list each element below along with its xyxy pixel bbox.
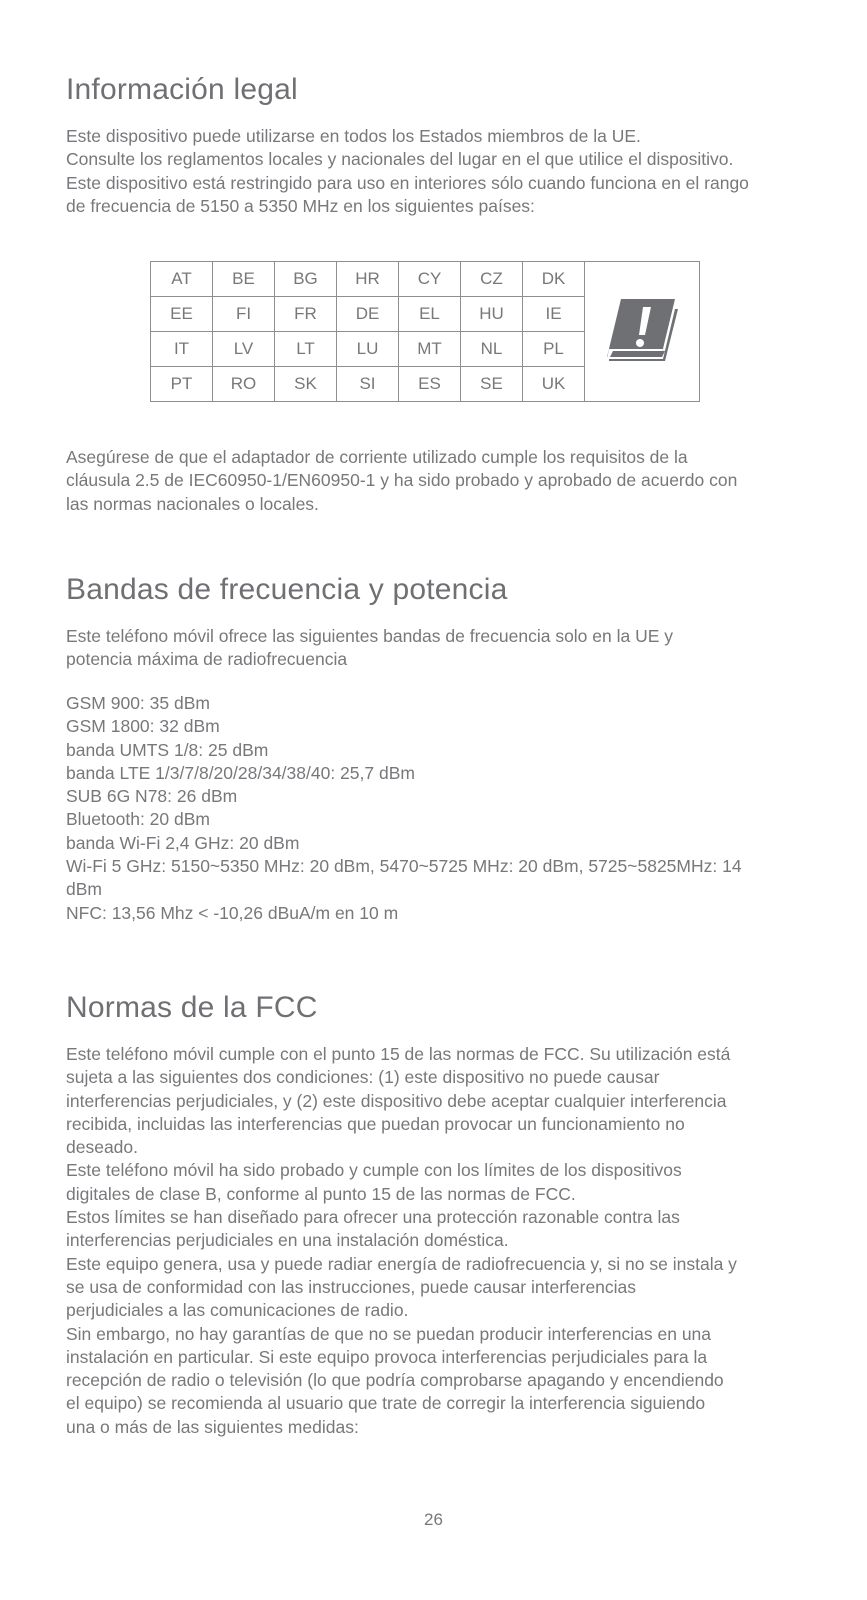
country-cell: UK bbox=[523, 367, 585, 402]
list-item: banda UMTS 1/8: 25 dBm bbox=[66, 739, 269, 760]
country-cell: HR bbox=[337, 262, 399, 297]
country-cell: AT bbox=[151, 262, 213, 297]
text-line: Este teléfono móvil ha sido probado y cumple con los límites de los dispositivos bbox=[66, 1160, 682, 1181]
warning-cell bbox=[585, 262, 700, 402]
text-line: Sin embargo, no hay garantías de que no se puedan producir interferencias en una bbox=[66, 1323, 712, 1344]
country-cell: LT bbox=[275, 332, 337, 367]
text-line: Estos límites se han diseñado para ofrecer una protección razonable contra las bbox=[66, 1207, 680, 1228]
country-cell: EE bbox=[151, 297, 213, 332]
section-title-fcc: Normas de la FCC bbox=[66, 991, 318, 1024]
country-cell: HU bbox=[461, 297, 523, 332]
country-cell: RO bbox=[213, 367, 275, 402]
country-cell: IT bbox=[151, 332, 213, 367]
text-line: Este dispositivo está restringido para uso en interiores sólo cuando funciona en el rango bbox=[66, 172, 749, 193]
country-cell: CY bbox=[399, 262, 461, 297]
list-item: dBm bbox=[66, 879, 102, 900]
country-cell: FR bbox=[275, 297, 337, 332]
country-cell: SE bbox=[461, 367, 523, 402]
country-cell: IE bbox=[523, 297, 585, 332]
list-item: NFC: 13,56 Mhz < -10,26 dBuA/m en 10 m bbox=[66, 902, 399, 923]
warning-book-icon bbox=[605, 295, 679, 363]
list-item: Wi-Fi 5 GHz: 5150~5350 MHz: 20 dBm, 5470~5725 MHz: 20 dBm, 5725~5825MHz: 14 bbox=[66, 856, 742, 877]
text-line: perjudiciales a las comunicaciones de radio. bbox=[66, 1300, 409, 1321]
country-cell: BE bbox=[213, 262, 275, 297]
legal-intro-paragraph bbox=[66, 125, 749, 218]
text-line: interferencias perjudiciales en una instalación doméstica. bbox=[66, 1230, 509, 1251]
country-cell: CZ bbox=[461, 262, 523, 297]
text-line: Este equipo genera, usa y puede radiar energía de radiofrecuencia y, si no se instala y bbox=[66, 1253, 737, 1274]
section-title-bands: Bandas de frecuencia y potencia bbox=[66, 573, 508, 606]
text-line: interferencias perjudiciales, y (2) este dispositivo debe aceptar cualquier interferencia bbox=[66, 1090, 727, 1111]
text-line: Este teléfono móvil ofrece las siguientes bandas de frecuencia solo en la UE y bbox=[66, 626, 674, 646]
list-item: SUB 6G N78: 26 dBm bbox=[66, 786, 238, 807]
country-cell: DK bbox=[523, 262, 585, 297]
text-line: recibida, incluidas las interferencias que puedan provocar un funcionamiento no bbox=[66, 1113, 685, 1134]
text-line: recepción de radio o televisión (lo que podría comprobarse apagando y encendiendo bbox=[66, 1370, 724, 1391]
bands-intro-paragraph bbox=[66, 625, 673, 672]
text-line: las normas nacionales o locales. bbox=[66, 493, 319, 514]
text-line: Este teléfono móvil cumple con el punto 15 de las normas de FCC. Su utilización está bbox=[66, 1044, 731, 1064]
list-item: GSM 1800: 32 dBm bbox=[66, 716, 220, 737]
text-line: una o más de las siguientes medidas: bbox=[66, 1416, 359, 1437]
text-line: sujeta a las siguientes dos condiciones: (1) este dispositivo no puede causar bbox=[66, 1067, 660, 1088]
list-item: GSM 900: 35 dBm bbox=[66, 693, 210, 713]
country-cell: SI bbox=[337, 367, 399, 402]
text-line: Este dispositivo puede utilizarse en todos los Estados miembros de la UE. bbox=[66, 126, 641, 146]
country-cell: NL bbox=[461, 332, 523, 367]
text-line: Consulte los reglamentos locales y nacionales del lugar en el que utilice el dispositivo. bbox=[66, 149, 734, 170]
country-table bbox=[150, 261, 700, 402]
country-cell: SK bbox=[275, 367, 337, 402]
text-line: Asegúrese de que el adaptador de corriente utilizado cumple los requisitos de la bbox=[66, 447, 688, 467]
section-title-legal: Información legal bbox=[66, 73, 298, 106]
country-cell: ES bbox=[399, 367, 461, 402]
text-line: digitales de clase B, conforme al punto 15 de las normas de FCC. bbox=[66, 1183, 576, 1204]
country-cell: PL bbox=[523, 332, 585, 367]
country-cell: EL bbox=[399, 297, 461, 332]
adapter-paragraph bbox=[66, 446, 737, 516]
list-item: banda Wi-Fi 2,4 GHz: 20 dBm bbox=[66, 832, 300, 853]
fcc-paragraph bbox=[66, 1043, 811, 1439]
text-line: deseado. bbox=[66, 1137, 139, 1158]
text-line: de frecuencia de 5150 a 5350 MHz en los siguientes países: bbox=[66, 195, 535, 216]
list-item: banda LTE 1/3/7/8/20/28/34/38/40: 25,7 dBm bbox=[66, 762, 415, 783]
bands-list bbox=[66, 692, 742, 925]
country-cell: FI bbox=[213, 297, 275, 332]
country-cell: PT bbox=[151, 367, 213, 402]
text-line: se usa de conformidad con las instrucciones, puede causar interferencias bbox=[66, 1276, 637, 1297]
country-cell: LV bbox=[213, 332, 275, 367]
list-item: Bluetooth: 20 dBm bbox=[66, 809, 210, 830]
country-cell: DE bbox=[337, 297, 399, 332]
country-cell: BG bbox=[275, 262, 337, 297]
text-line: instalación en particular. Si este equipo provoca interferencias perjudiciales para la bbox=[66, 1346, 708, 1367]
country-cell: MT bbox=[399, 332, 461, 367]
country-cell: LU bbox=[337, 332, 399, 367]
page-number: 26 bbox=[424, 1510, 443, 1529]
text-line: cláusula 2.5 de IEC60950-1/EN60950-1 y ha sido probado y aprobado de acuerdo con bbox=[66, 470, 738, 491]
text-line: el equipo) se recomienda al usuario que trate de corregir la interferencia siguiendo bbox=[66, 1393, 706, 1414]
text-line: potencia máxima de radiofrecuencia bbox=[66, 649, 348, 670]
